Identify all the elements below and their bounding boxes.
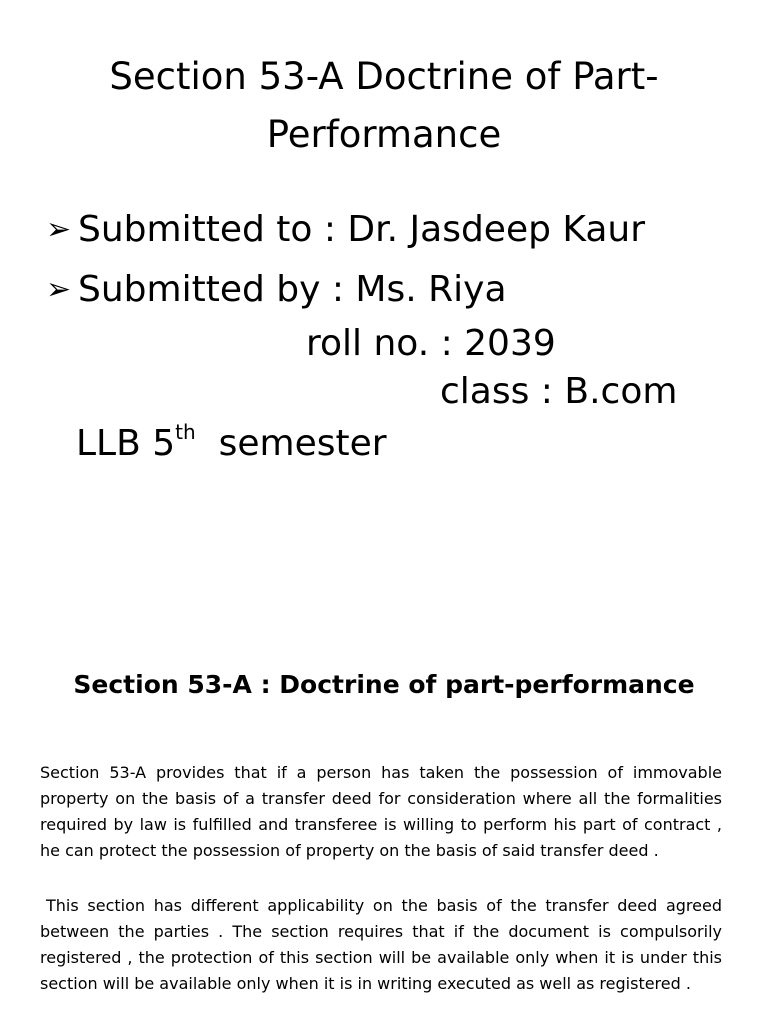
content-slide xyxy=(0,650,768,1024)
submitted-by-line xyxy=(46,268,507,312)
semester-line xyxy=(76,422,387,466)
semester-suffix: semester xyxy=(218,423,387,464)
paragraph-1: Section 53-A provides that if a person has taken the possession of immovable property on the basis of a transfer deed for consideration where all the formalities required by law is fulfilled and transferee is willing to perform his part of contract , he can protect the possession of property on the basis of said transfer deed . xyxy=(40,763,722,860)
arrow-bullet-icon: ➢ xyxy=(46,212,72,247)
semester-superscript: th xyxy=(175,420,196,444)
class-line: class : B.com xyxy=(440,371,678,412)
arrow-bullet-icon: ➢ xyxy=(46,272,72,307)
paragraph-2: This section has different applicability on the basis of the transfer deed agreed between the parties . The section requires that if the document is compulsorily registered , the protection of this section will be available only when it is under this section will be available only when it is in writing executed as well as registered . xyxy=(40,896,722,993)
submitted-to-text: Submitted to : Dr. Jasdeep Kaur xyxy=(78,209,646,250)
submitted-by-text: Submitted by : Ms. Riya xyxy=(78,269,507,310)
semester-prefix: LLB 5 xyxy=(76,423,176,464)
submitted-to-line xyxy=(46,208,645,252)
section-heading: Section 53-A : Doctrine of part-performance xyxy=(73,670,695,699)
slide-title: Section 53-A Doctrine of Part-Performance xyxy=(109,55,659,156)
roll-number: roll no. : 2039 xyxy=(306,323,556,364)
